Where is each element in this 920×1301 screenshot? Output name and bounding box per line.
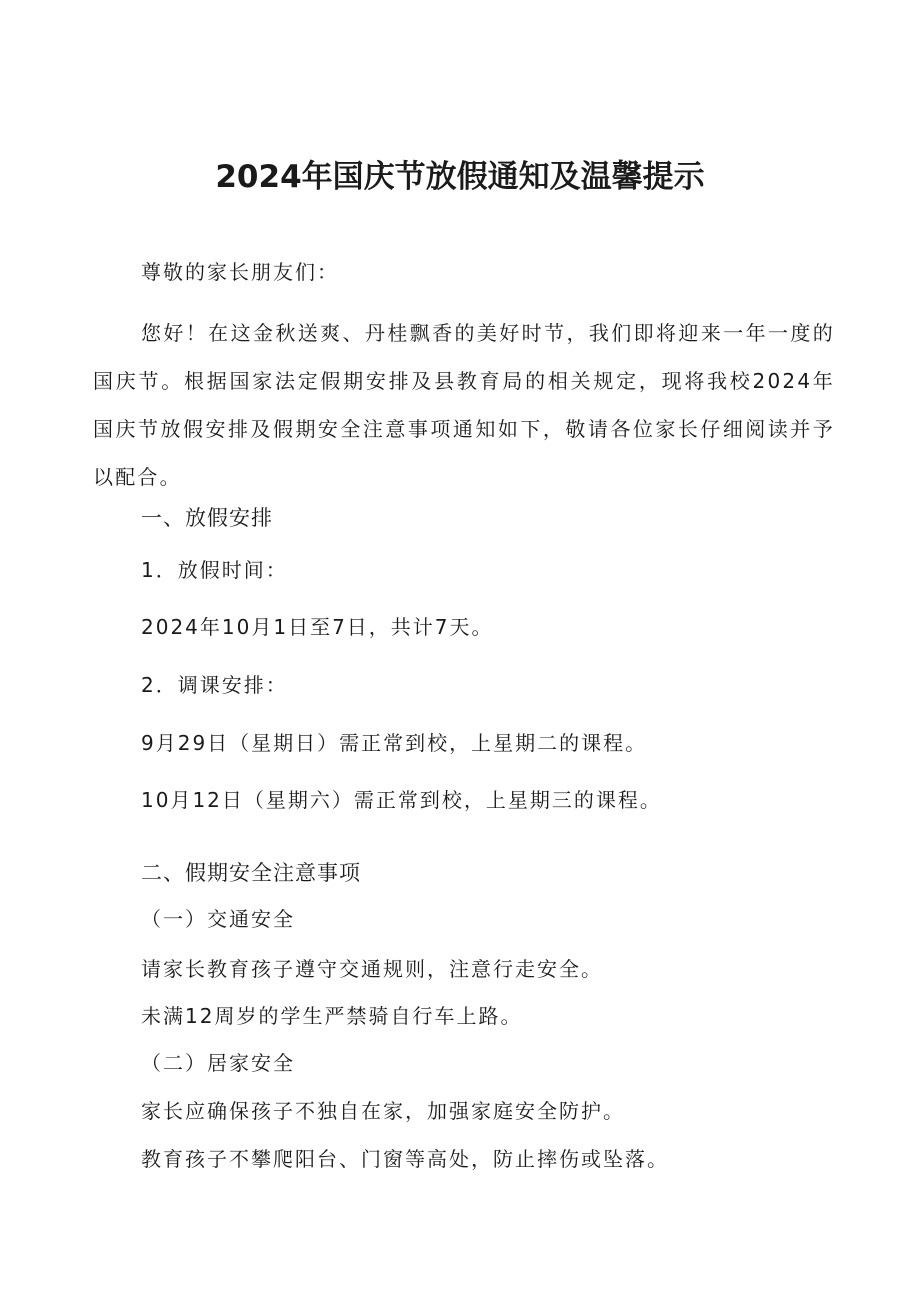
intro-paragraph: 您好！在这金秋送爽、丹桂飘香的美好时节，我们即将迎来一年一度的国庆节。根据国家法定假期安排及县教育局的相关规定，现将我校2024年国庆节放假安排及假期安全注意事项通知如下，敬请各位家长仔细阅读并予以配合。 [93, 321, 835, 489]
section-heading-vacation: 一、放假安排 [141, 506, 273, 530]
class-adjust-line: 9月29日（星期日）需正常到校，上星期二的课程。 [141, 731, 648, 755]
subsection-heading-home: （二）居家安全 [141, 1051, 295, 1075]
subsection-heading-traffic: （一）交通安全 [141, 907, 295, 931]
section-heading-safety: 二、假期安全注意事项 [141, 861, 361, 885]
traffic-safety-line: 请家长教育孩子遵守交通规则，注意行走安全。 [141, 957, 603, 981]
greeting: 尊敬的家长朋友们： [141, 260, 339, 284]
vacation-time-text: 2024年10月1日至7日，共计7天。 [141, 615, 494, 639]
home-safety-line: 家长应确保孩子不独自在家，加强家庭安全防护。 [141, 1099, 625, 1123]
home-safety-line: 教育孩子不攀爬阳台、门窗等高处，防止摔伤或坠落。 [141, 1147, 669, 1171]
document-title: 2024年国庆节放假通知及温馨提示 [215, 159, 705, 195]
class-adjust-line: 10月12日（星期六）需正常到校，上星期三的课程。 [141, 788, 662, 812]
vacation-time-label: 1．放假时间： [141, 558, 288, 582]
traffic-safety-line: 未满12周岁的学生严禁骑自行车上路。 [141, 1004, 523, 1028]
class-adjust-label: 2．调课安排： [141, 673, 288, 697]
